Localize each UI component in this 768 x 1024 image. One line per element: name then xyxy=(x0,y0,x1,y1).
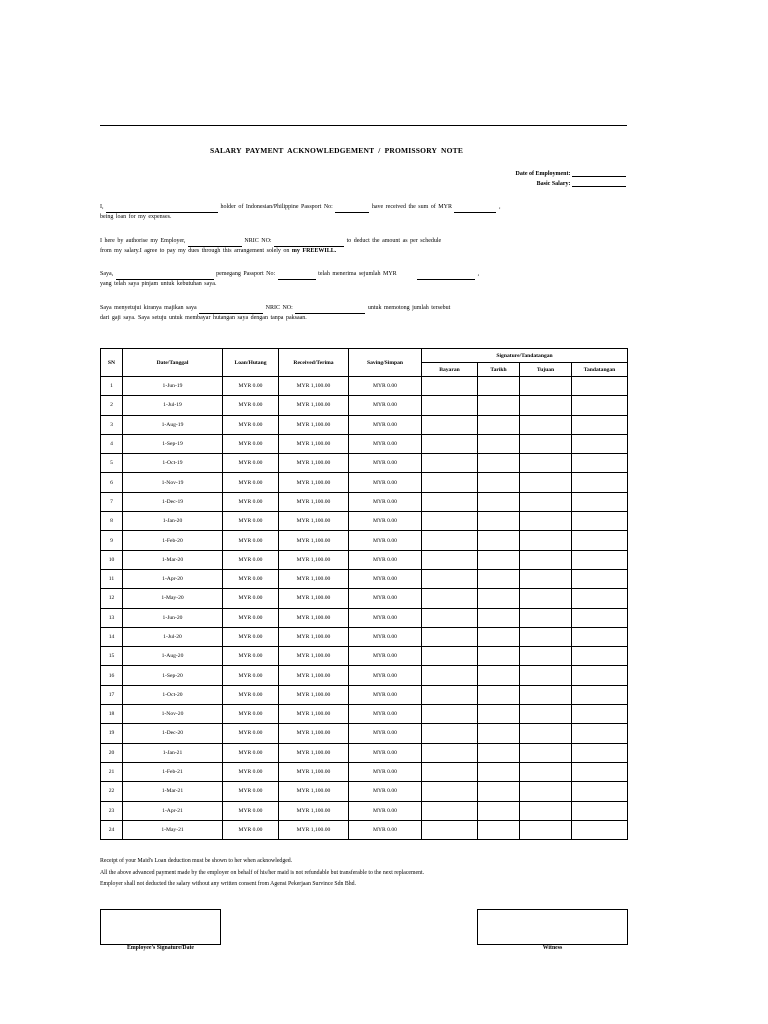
received-cell: MYR 1,100.00 xyxy=(279,589,349,608)
tandatangan-cell[interactable] xyxy=(572,454,628,473)
document-title: SALARY PAYMENT ACKNOWLEDGEMENT / PROMISSORY NOTE xyxy=(209,146,464,155)
tarikh-cell[interactable] xyxy=(478,685,520,704)
bayaran-cell[interactable] xyxy=(422,666,478,685)
tandatangan-cell[interactable] xyxy=(572,685,628,704)
loan-cell: MYR 0.00 xyxy=(223,782,279,801)
tarikh-cell[interactable] xyxy=(478,743,520,762)
bayaran-cell[interactable] xyxy=(422,531,478,550)
table-row xyxy=(101,743,628,762)
para2-line2-text: from my salary.I agree to pay my dues through this arrangement solely on xyxy=(100,248,290,254)
received-cell: MYR 1,100.00 xyxy=(279,434,349,453)
date-cell: 1-Feb-21 xyxy=(123,762,223,781)
table-row xyxy=(101,492,628,511)
tandatangan-cell[interactable] xyxy=(572,434,628,453)
notes-section xyxy=(100,856,424,891)
tujuan-cell[interactable] xyxy=(520,473,572,492)
tarikh-cell[interactable] xyxy=(478,512,520,531)
loan-cell: MYR 0.00 xyxy=(223,685,279,704)
date-of-employment-label: Date of Employment: xyxy=(515,171,571,177)
date-cell: 1-Nov-20 xyxy=(123,705,223,724)
received-cell: MYR 1,100.00 xyxy=(279,627,349,646)
bayaran-cell[interactable] xyxy=(422,608,478,627)
tujuan-cell[interactable] xyxy=(520,724,572,743)
tandatangan-cell[interactable] xyxy=(572,608,628,627)
received-cell: MYR 1,100.00 xyxy=(279,762,349,781)
bayaran-cell[interactable] xyxy=(422,705,478,724)
date-cell: 1-Aug-20 xyxy=(123,647,223,666)
sn-cell: 1 xyxy=(101,377,123,396)
saving-cell: MYR 0.00 xyxy=(349,627,422,646)
sn-cell: 3 xyxy=(101,415,123,434)
tandatangan-cell[interactable] xyxy=(572,647,628,666)
saving-cell: MYR 0.00 xyxy=(349,415,422,434)
saving-cell: MYR 0.00 xyxy=(349,782,422,801)
table-row xyxy=(101,454,628,473)
loan-cell: MYR 0.00 xyxy=(223,705,279,724)
date-cell: 1-Jul-20 xyxy=(123,627,223,646)
para2-freewill: my FREEWILL. xyxy=(291,248,337,254)
note-line: Receipt of your Maid's Loan deduction must be shown to her when acknowledged. xyxy=(100,858,293,864)
date-cell: 1-Sep-19 xyxy=(123,434,223,453)
date-of-employment-field xyxy=(470,169,626,177)
saving-cell: MYR 0.00 xyxy=(349,589,422,608)
tujuan-cell[interactable] xyxy=(520,531,572,550)
saving-cell: MYR 0.00 xyxy=(349,550,422,569)
date-cell: 1-May-20 xyxy=(123,589,223,608)
sn-cell: 15 xyxy=(101,647,123,666)
tandatangan-cell[interactable] xyxy=(572,473,628,492)
tandatangan-cell[interactable] xyxy=(572,820,628,839)
header-tandatangan: Tandatangan xyxy=(572,363,628,377)
tarikh-cell[interactable] xyxy=(478,666,520,685)
received-cell: MYR 1,100.00 xyxy=(279,782,349,801)
table-row xyxy=(101,377,628,396)
table-row xyxy=(101,801,628,820)
sn-cell: 13 xyxy=(101,608,123,627)
sn-cell: 12 xyxy=(101,589,123,608)
tujuan-cell[interactable] xyxy=(520,743,572,762)
table-row xyxy=(101,647,628,666)
bayaran-cell[interactable] xyxy=(422,415,478,434)
para2-nric-label: NRIC NO: xyxy=(244,238,272,244)
bayaran-cell[interactable] xyxy=(422,647,478,666)
tujuan-cell[interactable] xyxy=(520,820,572,839)
tandatangan-cell[interactable] xyxy=(572,627,628,646)
tandatangan-cell[interactable] xyxy=(572,782,628,801)
loan-cell: MYR 0.00 xyxy=(223,531,279,550)
tarikh-cell[interactable] xyxy=(478,550,520,569)
witness-label: Witness xyxy=(542,945,563,951)
date-cell: 1-Feb-20 xyxy=(123,531,223,550)
para2-authorise-text: I here by authorise my Employer, xyxy=(100,238,186,244)
loan-cell: MYR 0.00 xyxy=(223,396,279,415)
tarikh-cell[interactable] xyxy=(478,415,520,434)
received-cell: MYR 1,100.00 xyxy=(279,531,349,550)
table-row xyxy=(101,762,628,781)
loan-cell: MYR 0.00 xyxy=(223,569,279,588)
saving-cell: MYR 0.00 xyxy=(349,434,422,453)
para4-untuk-text: untuk memotong jumlah tersebut xyxy=(367,305,451,311)
tarikh-cell[interactable] xyxy=(478,454,520,473)
table-row xyxy=(101,415,628,434)
tujuan-cell[interactable] xyxy=(520,589,572,608)
bayaran-cell[interactable] xyxy=(422,473,478,492)
tujuan-cell[interactable] xyxy=(520,492,572,511)
loan-cell: MYR 0.00 xyxy=(223,454,279,473)
loan-cell: MYR 0.00 xyxy=(223,820,279,839)
employee-signature-label: Employee's Signature/Date xyxy=(126,945,195,951)
sn-cell: 18 xyxy=(101,705,123,724)
employee-signature-box[interactable] xyxy=(100,909,221,945)
tandatangan-cell[interactable] xyxy=(572,377,628,396)
passport-no-id-blank[interactable] xyxy=(278,272,316,280)
saving-cell: MYR 0.00 xyxy=(349,608,422,627)
header-signature-group: Signature/Tandatangan xyxy=(422,349,628,363)
sn-cell: 23 xyxy=(101,801,123,820)
paragraph-1-line-2: being loan for my expenses. xyxy=(100,214,172,220)
bayaran-cell[interactable] xyxy=(422,512,478,531)
tujuan-cell[interactable] xyxy=(520,705,572,724)
bayaran-cell[interactable] xyxy=(422,569,478,588)
saving-cell: MYR 0.00 xyxy=(349,705,422,724)
received-cell: MYR 1,100.00 xyxy=(279,473,349,492)
received-cell: MYR 1,100.00 xyxy=(279,666,349,685)
tujuan-cell[interactable] xyxy=(520,647,572,666)
saving-cell: MYR 0.00 xyxy=(349,473,422,492)
basic-salary-field xyxy=(470,179,626,187)
paragraph-2-line-2 xyxy=(100,246,336,257)
date-cell: 1-Nov-19 xyxy=(123,473,223,492)
saving-cell: MYR 0.00 xyxy=(349,685,422,704)
payment-schedule-table xyxy=(100,348,628,840)
bayaran-cell[interactable] xyxy=(422,782,478,801)
tarikh-cell[interactable] xyxy=(478,473,520,492)
tujuan-cell[interactable] xyxy=(520,550,572,569)
tujuan-cell[interactable] xyxy=(520,666,572,685)
date-cell: 1-Jul-19 xyxy=(123,396,223,415)
saving-cell: MYR 0.00 xyxy=(349,396,422,415)
tarikh-cell[interactable] xyxy=(478,589,520,608)
received-cell: MYR 1,100.00 xyxy=(279,685,349,704)
saving-cell: MYR 0.00 xyxy=(349,666,422,685)
para3-pemegang-text: pemegang Passport No: xyxy=(216,271,276,277)
tarikh-cell[interactable] xyxy=(478,608,520,627)
date-cell: 1-Dec-19 xyxy=(123,492,223,511)
sn-cell: 20 xyxy=(101,743,123,762)
loan-cell: MYR 0.00 xyxy=(223,743,279,762)
saving-cell: MYR 0.00 xyxy=(349,647,422,666)
received-cell: MYR 1,100.00 xyxy=(279,454,349,473)
bayaran-cell[interactable] xyxy=(422,492,478,511)
loan-cell: MYR 0.00 xyxy=(223,473,279,492)
table-row xyxy=(101,531,628,550)
tandatangan-cell[interactable] xyxy=(572,531,628,550)
tarikh-cell[interactable] xyxy=(478,705,520,724)
tandatangan-cell[interactable] xyxy=(572,396,628,415)
tujuan-cell[interactable] xyxy=(520,685,572,704)
tandatangan-cell[interactable] xyxy=(572,705,628,724)
header-loan: Loan/Hutang xyxy=(223,349,279,377)
tarikh-cell[interactable] xyxy=(478,820,520,839)
para1-comma: , xyxy=(498,204,501,210)
date-cell: 1-Jan-21 xyxy=(123,743,223,762)
table-row xyxy=(101,685,628,704)
saving-cell: MYR 0.00 xyxy=(349,569,422,588)
tandatangan-cell[interactable] xyxy=(572,550,628,569)
received-cell: MYR 1,100.00 xyxy=(279,705,349,724)
bayaran-cell[interactable] xyxy=(422,820,478,839)
tujuan-cell[interactable] xyxy=(520,569,572,588)
tarikh-cell[interactable] xyxy=(478,782,520,801)
tarikh-cell[interactable] xyxy=(478,569,520,588)
date-cell: 1-Jun-19 xyxy=(123,377,223,396)
loan-cell: MYR 0.00 xyxy=(223,724,279,743)
loan-amount-blank[interactable] xyxy=(454,205,496,213)
sn-cell: 8 xyxy=(101,512,123,531)
sn-cell: 19 xyxy=(101,724,123,743)
bayaran-cell[interactable] xyxy=(422,550,478,569)
loan-cell: MYR 0.00 xyxy=(223,589,279,608)
table-row xyxy=(101,820,628,839)
loan-cell: MYR 0.00 xyxy=(223,512,279,531)
jumlah-blank[interactable] xyxy=(417,272,475,280)
date-cell: 1-Mar-21 xyxy=(123,782,223,801)
sn-cell: 6 xyxy=(101,473,123,492)
received-cell: MYR 1,100.00 xyxy=(279,647,349,666)
sn-cell: 22 xyxy=(101,782,123,801)
tandatangan-cell[interactable] xyxy=(572,512,628,531)
date-of-employment-blank[interactable] xyxy=(572,169,626,177)
date-cell: 1-Oct-19 xyxy=(123,454,223,473)
saving-cell: MYR 0.00 xyxy=(349,454,422,473)
tarikh-cell[interactable] xyxy=(478,801,520,820)
para3-saya: Saya, xyxy=(100,271,114,277)
tarikh-cell[interactable] xyxy=(478,531,520,550)
header-tarikh: Tarikh xyxy=(478,363,520,377)
sn-cell: 2 xyxy=(101,396,123,415)
received-cell: MYR 1,100.00 xyxy=(279,743,349,762)
received-cell: MYR 1,100.00 xyxy=(279,569,349,588)
bayaran-cell[interactable] xyxy=(422,685,478,704)
para3-telah-text: telah menerima sejumlah MYR xyxy=(318,271,397,277)
tarikh-cell[interactable] xyxy=(478,396,520,415)
basic-salary-blank[interactable] xyxy=(572,179,626,187)
tujuan-cell[interactable] xyxy=(520,396,572,415)
para4-menyetujui-text: Saya menyetujui kiranya majikan saya xyxy=(100,305,197,311)
tandatangan-cell[interactable] xyxy=(572,666,628,685)
date-cell: 1-Sep-20 xyxy=(123,666,223,685)
passport-no-blank[interactable] xyxy=(335,205,369,213)
loan-cell: MYR 0.00 xyxy=(223,801,279,820)
para1-i: I, xyxy=(100,204,104,210)
table-row xyxy=(101,705,628,724)
tujuan-cell[interactable] xyxy=(520,627,572,646)
header-bayaran: Bayaran xyxy=(422,363,478,377)
loan-cell: MYR 0.00 xyxy=(223,627,279,646)
tandatangan-cell[interactable] xyxy=(572,492,628,511)
received-cell: MYR 1,100.00 xyxy=(279,415,349,434)
date-cell: 1-Dec-20 xyxy=(123,724,223,743)
bayaran-cell[interactable] xyxy=(422,454,478,473)
tujuan-cell[interactable] xyxy=(520,801,572,820)
table-row xyxy=(101,666,628,685)
table-row xyxy=(101,724,628,743)
saving-cell: MYR 0.00 xyxy=(349,492,422,511)
loan-cell: MYR 0.00 xyxy=(223,647,279,666)
tandatangan-cell[interactable] xyxy=(572,415,628,434)
table-row xyxy=(101,569,628,588)
para1-holder-text: holder of Indonesian/Philippine Passport No: xyxy=(220,204,333,210)
tandatangan-cell[interactable] xyxy=(572,589,628,608)
table-row xyxy=(101,608,628,627)
basic-salary-label: Basic Salary: xyxy=(536,181,571,187)
saving-cell: MYR 0.00 xyxy=(349,820,422,839)
header-sn: SN xyxy=(101,349,123,377)
date-cell: 1-Oct-20 xyxy=(123,685,223,704)
loan-cell: MYR 0.00 xyxy=(223,550,279,569)
paragraph-4-line-2: dari gaji saya. Saya setuju untuk membayar hutangan saya dengan tanpa paksaan. xyxy=(100,315,307,321)
para4-nric-label: NRIC NO: xyxy=(265,305,293,311)
tujuan-cell[interactable] xyxy=(520,434,572,453)
saving-cell: MYR 0.00 xyxy=(349,512,422,531)
table-row xyxy=(101,473,628,492)
table-row xyxy=(101,550,628,569)
witness-signature-box[interactable] xyxy=(477,909,628,945)
saving-cell: MYR 0.00 xyxy=(349,377,422,396)
tarikh-cell[interactable] xyxy=(478,724,520,743)
sn-cell: 9 xyxy=(101,531,123,550)
date-cell: 1-Jun-20 xyxy=(123,608,223,627)
header-saving: Saving/Simpan xyxy=(349,349,422,377)
tandatangan-cell[interactable] xyxy=(572,743,628,762)
schedule-body xyxy=(101,377,628,840)
paragraph-3-line-2: yang telah saya pinjam untuk kebutuhan saya. xyxy=(100,281,217,287)
date-cell: 1-Aug-19 xyxy=(123,415,223,434)
tarikh-cell[interactable] xyxy=(478,492,520,511)
tarikh-cell[interactable] xyxy=(478,647,520,666)
received-cell: MYR 1,100.00 xyxy=(279,492,349,511)
sn-cell: 4 xyxy=(101,434,123,453)
tandatangan-cell[interactable] xyxy=(572,569,628,588)
table-row xyxy=(101,589,628,608)
tujuan-cell[interactable] xyxy=(520,762,572,781)
date-cell: 1-May-21 xyxy=(123,820,223,839)
date-cell: 1-Apr-20 xyxy=(123,569,223,588)
loan-cell: MYR 0.00 xyxy=(223,666,279,685)
loan-cell: MYR 0.00 xyxy=(223,762,279,781)
sn-cell: 24 xyxy=(101,820,123,839)
loan-cell: MYR 0.00 xyxy=(223,492,279,511)
header-date: Date/Tanggal xyxy=(123,349,223,377)
sn-cell: 5 xyxy=(101,454,123,473)
table-row xyxy=(101,627,628,646)
bayaran-cell[interactable] xyxy=(422,377,478,396)
top-rule xyxy=(100,125,627,126)
sn-cell: 21 xyxy=(101,762,123,781)
received-cell: MYR 1,100.00 xyxy=(279,724,349,743)
bayaran-cell[interactable] xyxy=(422,434,478,453)
bayaran-cell[interactable] xyxy=(422,589,478,608)
tujuan-cell[interactable] xyxy=(520,454,572,473)
para3-comma: , xyxy=(477,271,480,277)
saving-cell: MYR 0.00 xyxy=(349,531,422,550)
bayaran-cell[interactable] xyxy=(422,627,478,646)
sn-cell: 11 xyxy=(101,569,123,588)
para2-deduct-text: to deduct the amount as per schedule xyxy=(346,238,442,244)
saving-cell: MYR 0.00 xyxy=(349,762,422,781)
received-cell: MYR 1,100.00 xyxy=(279,608,349,627)
bayaran-cell[interactable] xyxy=(422,724,478,743)
table-row xyxy=(101,434,628,453)
sn-cell: 14 xyxy=(101,627,123,646)
tandatangan-cell[interactable] xyxy=(572,801,628,820)
note-line: All the above advanced payment made by the employer on behalf of his/her maid is not refundable but transferable to the next replacement. xyxy=(100,869,425,876)
header-received: Received/Terima xyxy=(279,349,349,377)
tarikh-cell[interactable] xyxy=(478,434,520,453)
sn-cell: 10 xyxy=(101,550,123,569)
table-row xyxy=(101,782,628,801)
loan-cell: MYR 0.00 xyxy=(223,608,279,627)
sn-cell: 16 xyxy=(101,666,123,685)
tandatangan-cell[interactable] xyxy=(572,724,628,743)
para1-received-text: have received the sum of MYR xyxy=(371,204,452,210)
tujuan-cell[interactable] xyxy=(520,512,572,531)
table-row xyxy=(101,512,628,531)
received-cell: MYR 1,100.00 xyxy=(279,396,349,415)
tujuan-cell[interactable] xyxy=(520,782,572,801)
header-tujuan: Tujuan xyxy=(520,363,572,377)
saving-cell: MYR 0.00 xyxy=(349,801,422,820)
date-cell: 1-Jan-20 xyxy=(123,512,223,531)
date-cell: 1-Apr-21 xyxy=(123,801,223,820)
saving-cell: MYR 0.00 xyxy=(349,743,422,762)
bayaran-cell[interactable] xyxy=(422,762,478,781)
received-cell: MYR 1,100.00 xyxy=(279,801,349,820)
loan-cell: MYR 0.00 xyxy=(223,415,279,434)
tarikh-cell[interactable] xyxy=(478,762,520,781)
date-cell: 1-Mar-20 xyxy=(123,550,223,569)
saving-cell: MYR 0.00 xyxy=(349,724,422,743)
loan-cell: MYR 0.00 xyxy=(223,377,279,396)
tarikh-cell[interactable] xyxy=(478,377,520,396)
bayaran-cell[interactable] xyxy=(422,743,478,762)
tujuan-cell[interactable] xyxy=(520,415,572,434)
received-cell: MYR 1,100.00 xyxy=(279,377,349,396)
received-cell: MYR 1,100.00 xyxy=(279,512,349,531)
tarikh-cell[interactable] xyxy=(478,627,520,646)
sn-cell: 7 xyxy=(101,492,123,511)
sn-cell: 17 xyxy=(101,685,123,704)
note-line: Employer shall not deducted the salary without any written consent from Agensi Pekerjaan Survince Sdn Bhd. xyxy=(100,881,356,887)
tujuan-cell[interactable] xyxy=(520,377,572,396)
received-cell: MYR 1,100.00 xyxy=(279,820,349,839)
received-cell: MYR 1,100.00 xyxy=(279,550,349,569)
loan-cell: MYR 0.00 xyxy=(223,434,279,453)
bayaran-cell[interactable] xyxy=(422,801,478,820)
tujuan-cell[interactable] xyxy=(520,608,572,627)
bayaran-cell[interactable] xyxy=(422,396,478,415)
tandatangan-cell[interactable] xyxy=(572,762,628,781)
table-row xyxy=(101,396,628,415)
